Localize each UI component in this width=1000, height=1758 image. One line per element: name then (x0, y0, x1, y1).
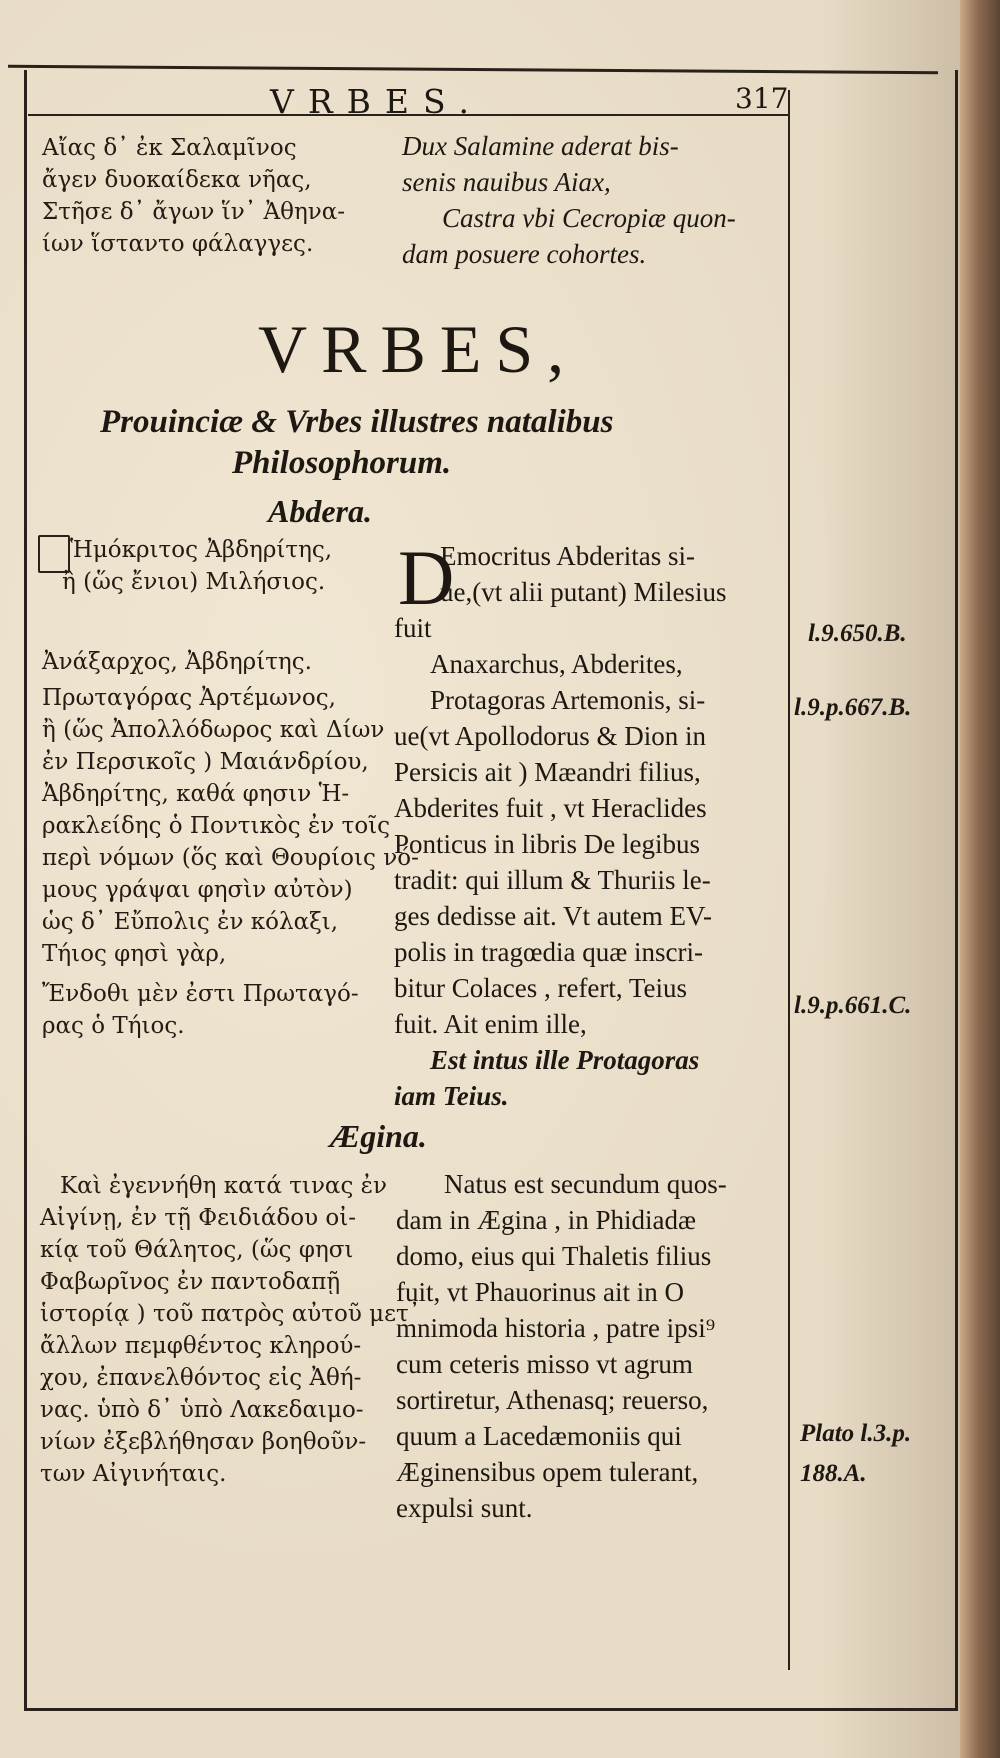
latin-line: domo, eius qui Thaletis filius (396, 1241, 712, 1271)
aegina-heading: Ægina. (330, 1118, 427, 1154)
greek-line: χου, ἐπανελθόντος εἰς Ἀθή- (40, 1365, 362, 1391)
latin-line: Persicis ait ) Mæandri filius, (394, 757, 701, 787)
inner-frame-rule (788, 90, 790, 1670)
drop-capital: D (398, 534, 455, 621)
latin-line: dam in Ægina , in Phidiadæ (396, 1205, 696, 1235)
margin-note: l.9.p.661.C. (794, 992, 912, 1019)
outer-frame-rule (955, 70, 958, 1710)
greek-line: ίων ἵσταντο φάλαγγες. (42, 231, 314, 257)
latin-line: dam posuere cohortes. (402, 239, 647, 269)
latin-line: polis in tragœdia quæ inscri- (394, 937, 703, 967)
latin-line: expulsi sunt. (396, 1493, 533, 1523)
greek-line: κίᾳ τοῦ Θάλητος, (ὥς φησι (40, 1237, 354, 1263)
latin-line: senis nauibus Aiax, (402, 167, 611, 197)
latin-line: mnimoda historia , patre ipsi⁹ (396, 1313, 716, 1343)
greek-line: νας. ὑπὸ δ᾽ ὑπὸ Λακεδαιμο- (40, 1397, 364, 1423)
latin-line: ue(vt Apollodorus & Dion in (394, 721, 706, 751)
latin-line: ges dedisse ait. Vt autem EV- (394, 901, 712, 931)
greek-line: ἱστορίᾳ ) τοῦ πατρὸς αὐτοῦ μετ᾽ (40, 1301, 421, 1327)
page-number: 317 (735, 82, 789, 115)
greek-line: Αἰγίνῃ, ἐν τῇ Φειδιάδου οἰ- (40, 1205, 357, 1231)
aegina-greek-column (40, 1170, 420, 1490)
latin-line: fuit (394, 613, 432, 643)
greek-line: ἢ (ὥς Ἀπολλόδωρος καὶ Δίων (42, 717, 385, 743)
latin-line: Est intus ille Protagoras (430, 1045, 700, 1075)
greek-line: ἢ (ὥς ἔνιοι) Μιλήσιος. (62, 569, 326, 595)
latin-line: quum a Lacedæmoniis qui (396, 1421, 682, 1451)
section-subtitle-1: Prouinciæ & Vrbes illustres natalibus (100, 404, 614, 440)
latin-line: ue,(vt alii putant) Milesius (440, 577, 727, 607)
running-title: VRBES. (270, 82, 483, 121)
margin-note: l.9.p.667.B. (794, 694, 912, 721)
bottom-rule (24, 1708, 958, 1711)
greek-line: Πρωταγόρας Ἀρτέμωνος, (42, 685, 336, 711)
abdera-greek-column-2 (42, 646, 419, 1042)
margin-note: l.9.650.B. (808, 620, 907, 647)
section-subtitle-2: Philosophorum. (232, 445, 452, 481)
latin-line: fuit, vt Phauorinus ait in O (396, 1277, 684, 1307)
greek-line: μους γράψαι φησὶν αὐτὸν) (42, 877, 353, 903)
latin-line: Abderites fuit , vt Heraclides (394, 793, 707, 823)
greek-line: ἄγεν δυοκαίδεκα νῆας, (42, 167, 312, 193)
greek-line: Ἔνδοθι μὲν ἐστι Πρωταγό- (42, 981, 359, 1007)
latin-line: Æginensibus opem tulerant, (396, 1457, 699, 1487)
abdera-latin-column (440, 538, 726, 610)
greek-line: Αἴας δ᾽ ἐκ Σαλαμῖνος (42, 135, 297, 161)
aegina-latin-column (396, 1166, 727, 1526)
intro-greek-column (42, 132, 345, 260)
greek-line: Ἀνάξαρχος, Ἀβδηρίτης. (42, 649, 312, 675)
greek-line: ρακλείδης ὁ Ποντικὸς ἐν τοῖς (42, 813, 391, 839)
book-spine-edge (960, 0, 1000, 1758)
left-frame-rule (24, 70, 27, 1710)
latin-line: Natus est secundum quos- (444, 1169, 727, 1199)
greek-line: Στῆσε δ᾽ ἄγων ἵν᾽ Ἀθηνα- (42, 199, 346, 225)
latin-line: tradit: qui illum & Thuriis le- (394, 865, 711, 895)
greek-line: Ἀβδηρίτης, καθά φησιν Ἡ- (42, 781, 350, 807)
greek-line: Ἡμόκριτος Ἀβδηρίτης, (70, 537, 333, 563)
latin-line: cum ceteris misso vt agrum (396, 1349, 693, 1379)
margin-note: Plato l.3.p. (800, 1420, 912, 1447)
greek-line: Φαβωρῖνος ἐν παντοδαπῇ (40, 1269, 341, 1295)
greek-line: ἄλλων πεμφθέντος κληρού- (40, 1333, 362, 1359)
greek-line: περὶ νόμων (ὅς καὶ Θουρίοις νό- (42, 845, 419, 871)
latin-line: Dux Salamine aderat bis- (402, 131, 679, 161)
greek-line: ρας ὁ Τήιος. (42, 1013, 185, 1039)
abdera-latin-column-2 (394, 610, 712, 1114)
latin-line: Castra vbi Cecropiæ quon- (442, 203, 736, 233)
intro-latin-column (402, 128, 736, 272)
top-rule (8, 65, 938, 74)
latin-line: bitur Colaces , refert, Teius (394, 973, 688, 1003)
margin-note: 188.A. (800, 1460, 867, 1487)
latin-line: Anaxarchus, Abderites, (430, 649, 683, 679)
greek-line: ὡς δ᾽ Εὔπολις ἐν κόλαξι, (42, 909, 339, 935)
greek-line: ἐν Περσικοῖς ) Μαιάνδρίου, (42, 749, 369, 775)
section-title: VRBES, (258, 311, 579, 387)
latin-line: iam Teius. (394, 1081, 509, 1111)
abdera-heading: Abdera. (268, 493, 372, 529)
latin-line: sortiretur, Athenasq; reuerso, (396, 1385, 709, 1415)
greek-line: Καὶ ἐγεννήθη κατά τινας ἐν (60, 1173, 387, 1199)
abdera-greek-column (62, 534, 333, 598)
greek-line: νίων ἐξεβλήθησαν βοηθοῦν- (40, 1429, 367, 1455)
latin-line: Ponticus in libris De legibus (394, 829, 700, 859)
latin-line: fuit. Ait enim ille, (394, 1009, 587, 1039)
greek-line: των Αἰγινήταις. (40, 1461, 227, 1487)
latin-line: Protagoras Artemonis, si- (430, 685, 706, 715)
greek-line: Τήιος φησὶ γὰρ, (42, 941, 227, 967)
latin-line: Emocritus Abderitas si- (440, 541, 695, 571)
